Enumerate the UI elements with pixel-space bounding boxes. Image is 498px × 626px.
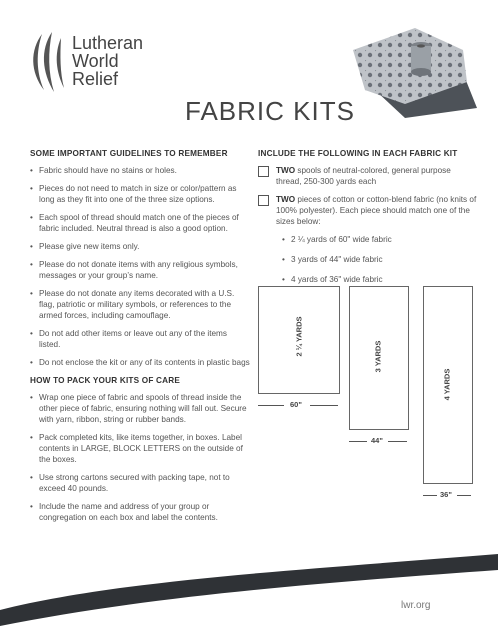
dimension-line (258, 405, 284, 406)
fabric-text: pieces of cotton or cotton-blend fabric (no knits of 100% polyester). Each piece should match one of the sizes below: (276, 195, 477, 226)
list-item: • Do not enclose the kit or any of its contents in plastic bags (30, 357, 250, 368)
dimension-line (310, 405, 338, 406)
fabric-quantity: TWO (276, 195, 296, 204)
list-item: • Fabric should have no stains or holes. (30, 165, 250, 176)
logo-line-2: World (72, 51, 119, 71)
list-item: • 4 yards of 36" wide fabric (282, 274, 478, 285)
fabric-length-label-1: 2 ¼ YARDS (294, 316, 304, 357)
left-column (30, 148, 250, 530)
dimension-line (388, 441, 407, 442)
fabric-kit-photo (345, 20, 480, 120)
checklist-item-thread (258, 165, 478, 187)
list-item: • Use strong cartons secured with packing tape, not to exceed 40 pounds. (30, 472, 250, 494)
list-item: • Include the name and address of your group or congregation on each box and label the contents. (30, 501, 250, 523)
list-item: • Pieces do not need to match in size or color/pattern as long as they fit into one of the three size options. (30, 183, 250, 205)
checkbox-icon[interactable] (258, 195, 269, 206)
footer-wave (0, 540, 498, 626)
list-item: • 3 yards of 44" wide fabric (282, 254, 478, 265)
guidelines-list (30, 165, 250, 368)
list-item: • 2 ¼ yards of 60" wide fabric (282, 234, 478, 245)
list-item: • Please do not donate items with any religious symbols, messages or your group’s name. (30, 259, 250, 281)
right-column (258, 148, 478, 294)
fabric-length-label-3: 4 YARDS (442, 368, 452, 401)
dimension-line (349, 441, 367, 442)
fabric-width-label-2: 44" (371, 436, 383, 445)
logo-line-1: Lutheran (72, 33, 144, 53)
dimension-line (423, 495, 437, 496)
fabric-length-label-2: 3 YARDS (373, 340, 383, 373)
guidelines-heading: SOME IMPORTANT GUIDELINES TO REMEMBER (30, 149, 228, 158)
footer-url[interactable]: lwr.org (401, 600, 431, 611)
thread-quantity: TWO (276, 166, 296, 175)
list-item: • Pack completed kits, like items together, in boxes. Label contents in LARGE, BLOCK LETTERS on the outside of the boxes. (30, 432, 250, 465)
page-title: FABRIC KITS (185, 96, 355, 126)
list-item: • Each spool of thread should match one of the pieces of fabric included. Neutral thread is also a good option. (30, 212, 250, 234)
checkbox-icon[interactable] (258, 166, 269, 177)
list-item: • Do not add other items or leave out any of the items listed. (30, 328, 250, 350)
list-item: • Wrap one piece of fabric and spools of thread inside the other piece of fabric, ensuring nothing will fall out. Secure with yarn, ribbon, string or rubber bands. (30, 392, 250, 425)
logo-line-3: Relief (72, 69, 119, 89)
list-item: • Please do not donate any items decorated with a U.S. flag, patriotic or military symbols, or references to the armed forces, including camouflage. (30, 288, 250, 321)
checklist-item-fabric (258, 194, 478, 227)
fabric-width-label-3: 36" (440, 490, 452, 499)
dimension-line (457, 495, 471, 496)
logo-wordmark (72, 34, 143, 88)
size-list (282, 234, 478, 285)
list-item: • Please give new items only. (30, 241, 250, 252)
fabric-width-label-1: 60" (290, 400, 302, 409)
pack-list (30, 392, 250, 523)
pack-heading: HOW TO PACK YOUR KITS OF CARE (30, 376, 180, 385)
include-heading: INCLUDE THE FOLLOWING IN EACH FABRIC KIT (258, 149, 458, 158)
thread-text: spools of neutral-colored, general purpose thread, 250-300 yards each (276, 166, 451, 186)
